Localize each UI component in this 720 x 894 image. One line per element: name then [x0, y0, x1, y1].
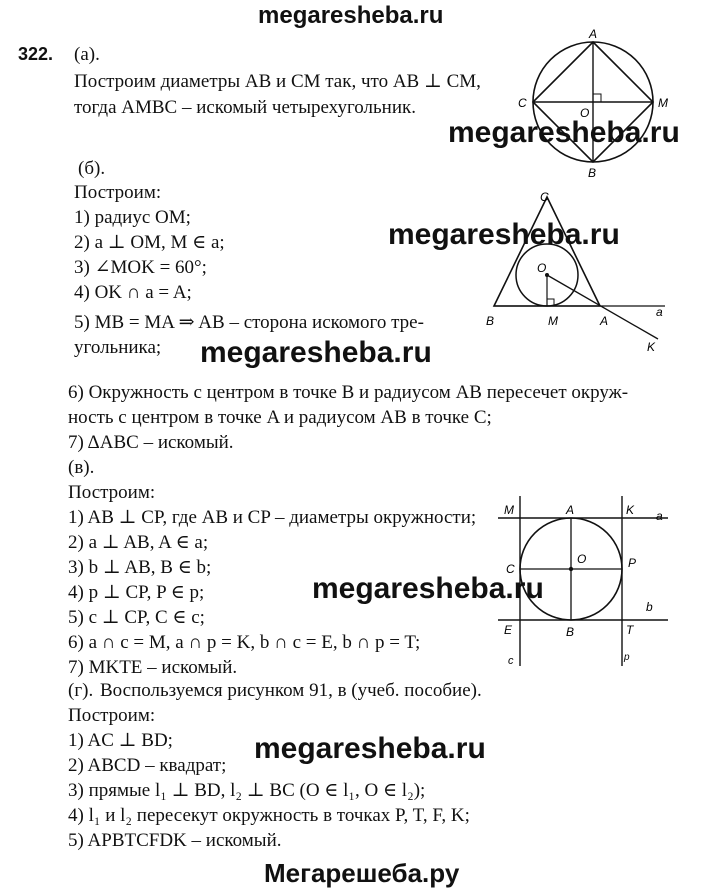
part-b-line-4: 3) ∠MOK = 60°;	[74, 257, 207, 278]
fig-v-label-a: a	[656, 509, 663, 523]
fig-v-label-A: A	[566, 503, 575, 517]
part-v-line-3: 2) a ⊥ AB, A ∈ a;	[68, 532, 209, 553]
part-v-line-2: 1) AB ⊥ CP, где AB и CP – диаметры окружности;	[68, 507, 477, 528]
fig-b-label-A: A	[600, 314, 609, 328]
fig-a-label-M: M	[658, 96, 668, 110]
fig-b-label-M: M	[548, 314, 558, 328]
fig-b-label-B: B	[486, 314, 495, 328]
watermark-3: megaresheba.ru	[200, 336, 432, 369]
part-a-label: (а).	[74, 44, 100, 65]
fig-a-label-B: B	[588, 166, 597, 180]
part-b-line-10: 7) ΔABC – искомый.	[68, 432, 234, 453]
part-b-line-5: 4) OK ∩ a = A;	[74, 282, 192, 303]
part-b-line-8: 6) Окружность с центром в точке B и радиусом AB пересечет окруж-	[68, 382, 629, 403]
fig-v-label-K: K	[626, 503, 635, 517]
part-g-line-1: Построим:	[68, 705, 156, 726]
part-b-line-1: Построим:	[74, 182, 162, 203]
part-v-line-6: 5) c ⊥ CP, C ∈ c;	[68, 607, 205, 628]
fig-v-label-P: P	[628, 556, 637, 570]
figure-b-diagram	[480, 185, 680, 355]
fig-v-label-B: B	[566, 625, 575, 639]
fig-b-label-a: a	[656, 305, 663, 319]
part-v-line-8: 7) MKTE – искомый.	[68, 657, 238, 678]
part-a-line-1: Построим диаметры AB и CM так, что AB ⊥ CM,	[74, 71, 481, 92]
watermark-2: megaresheba.ru	[388, 218, 620, 251]
part-g-line-2: 1) AC ⊥ BD;	[68, 730, 173, 751]
figure-v-diagram	[498, 496, 678, 672]
footer-watermark: Мегарешеба.ру	[264, 858, 460, 888]
part-b-line-2: 1) радиус OM;	[74, 207, 191, 228]
part-v-label: (в).	[68, 457, 95, 478]
fig-a-label-O: O	[580, 106, 590, 120]
fig-a-label-C: C	[518, 96, 527, 110]
part-g-intro: Воспользуемся рисунком 91, в (учеб. пособие).	[100, 680, 482, 701]
fig-b-label-O: O	[537, 261, 547, 275]
part-b-line-7: угольника;	[74, 337, 162, 358]
fig-v-label-p: p	[624, 652, 630, 663]
part-b-line-9: ность с центром в точке A и радиусом AB в точке C;	[68, 407, 492, 428]
header-watermark: megaresheba.ru	[258, 2, 444, 29]
fig-b-label-C: C	[540, 190, 549, 204]
fig-v-label-E: E	[504, 623, 513, 637]
fig-v-label-C: C	[506, 562, 515, 576]
part-b-line-6: 5) MB = MA ⇒ AB – сторона искомого тре-	[74, 312, 424, 333]
fig-v-label-O: O	[577, 552, 587, 566]
problem-number: 322.	[18, 44, 54, 64]
part-g-line-5: 4) l₁ и l₂ пересекут окружность в точках P, T, F, K;	[68, 805, 470, 826]
watermark-1: megaresheba.ru	[448, 116, 680, 149]
part-b-label: (б).	[78, 158, 106, 179]
watermark-4: megaresheba.ru	[312, 572, 544, 605]
part-v-line-1: Построим:	[68, 482, 156, 503]
fig-v-label-M: M	[504, 503, 514, 517]
fig-v-label-T: T	[626, 623, 634, 637]
part-a-line-2: тогда AMBC – искомый четырехугольник.	[74, 97, 416, 118]
fig-a-label-A: A	[589, 27, 598, 41]
part-g-label: (г).	[68, 680, 94, 701]
part-v-line-4: 3) b ⊥ AB, B ∈ b;	[68, 557, 212, 578]
part-g-line-3: 2) ABCD – квадрат;	[68, 755, 227, 776]
fig-v-label-b: b	[646, 600, 653, 614]
part-b-line-3: 2) a ⊥ OM, M ∈ a;	[74, 232, 225, 253]
fig-v-label-c: c	[508, 655, 514, 667]
figure-a-diagram	[510, 22, 670, 182]
part-g-line-6: 5) APBTCFDK – искомый.	[68, 830, 282, 851]
part-v-line-7: 6) a ∩ c = M, a ∩ p = K, b ∩ c = E, b ∩ p = T;	[68, 632, 421, 653]
watermark-5: megaresheba.ru	[254, 732, 486, 765]
part-v-line-5: 4) p ⊥ CP, P ∈ p;	[68, 582, 205, 603]
part-g-line-4: 3) прямые l₁ ⊥ BD, l₂ ⊥ BC (O ∈ l₁, O ∈ l₂);	[68, 780, 426, 801]
fig-b-label-K: K	[647, 340, 656, 354]
